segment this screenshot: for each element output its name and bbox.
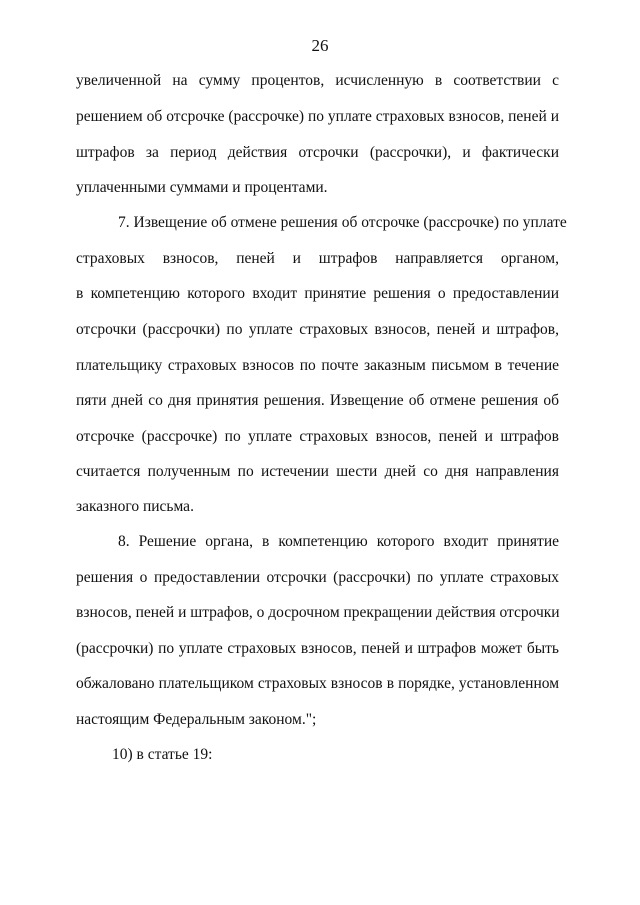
text-line: настоящим Федеральным законом."; <box>76 711 317 728</box>
paragraph-8-start: 8. Решение органа, в компетенцию которого входит принятие <box>118 533 559 550</box>
text-line: взносов, пеней и штрафов, о досрочном прекращении действия отсрочки <box>76 604 560 621</box>
text-line: решением об отсрочке (рассрочке) по уплате страховых взносов, пеней и <box>76 108 559 125</box>
text-line: считается полученным по истечении шести дней со дня направления <box>76 463 559 480</box>
paragraph-7-start: 7. Извещение об отмене решения об отсрочке (рассрочке) по уплате <box>118 214 567 231</box>
text-line: обжаловано плательщиком страховых взносов в порядке, установленном <box>76 675 559 692</box>
text-line: штрафов за период действия отсрочки (рассрочки), и фактически <box>76 144 559 161</box>
text-line: заказного письма. <box>76 498 194 515</box>
text-line: уплаченными суммами и процентами. <box>76 179 328 196</box>
text-line: плательщику страховых взносов по почте заказным письмом в течение <box>76 357 559 374</box>
text-line: (рассрочки) по уплате страховых взносов, пеней и штрафов может быть <box>76 640 559 657</box>
text-line: увеличенной на сумму процентов, исчисленную в соответствии с <box>76 72 559 89</box>
text-line: отсрочки (рассрочки) по уплате страховых взносов, пеней и штрафов, <box>76 321 559 338</box>
page-number: 26 <box>311 36 329 55</box>
text-line: отсрочке (рассрочке) по уплате страховых взносов, пеней и штрафов <box>76 428 559 445</box>
text-line: в компетенцию которого входит принятие решения о предоставлении <box>76 285 559 302</box>
item-10-heading: 10) в статье 19: <box>112 746 213 763</box>
text-line: решения о предоставлении отсрочки (рассрочки) по уплате страховых <box>76 569 559 586</box>
text-line: страховых взносов, пеней и штрафов направляется органом, <box>76 250 559 267</box>
text-line: пяти дней со дня принятия решения. Извещение об отмене решения об <box>76 392 559 409</box>
